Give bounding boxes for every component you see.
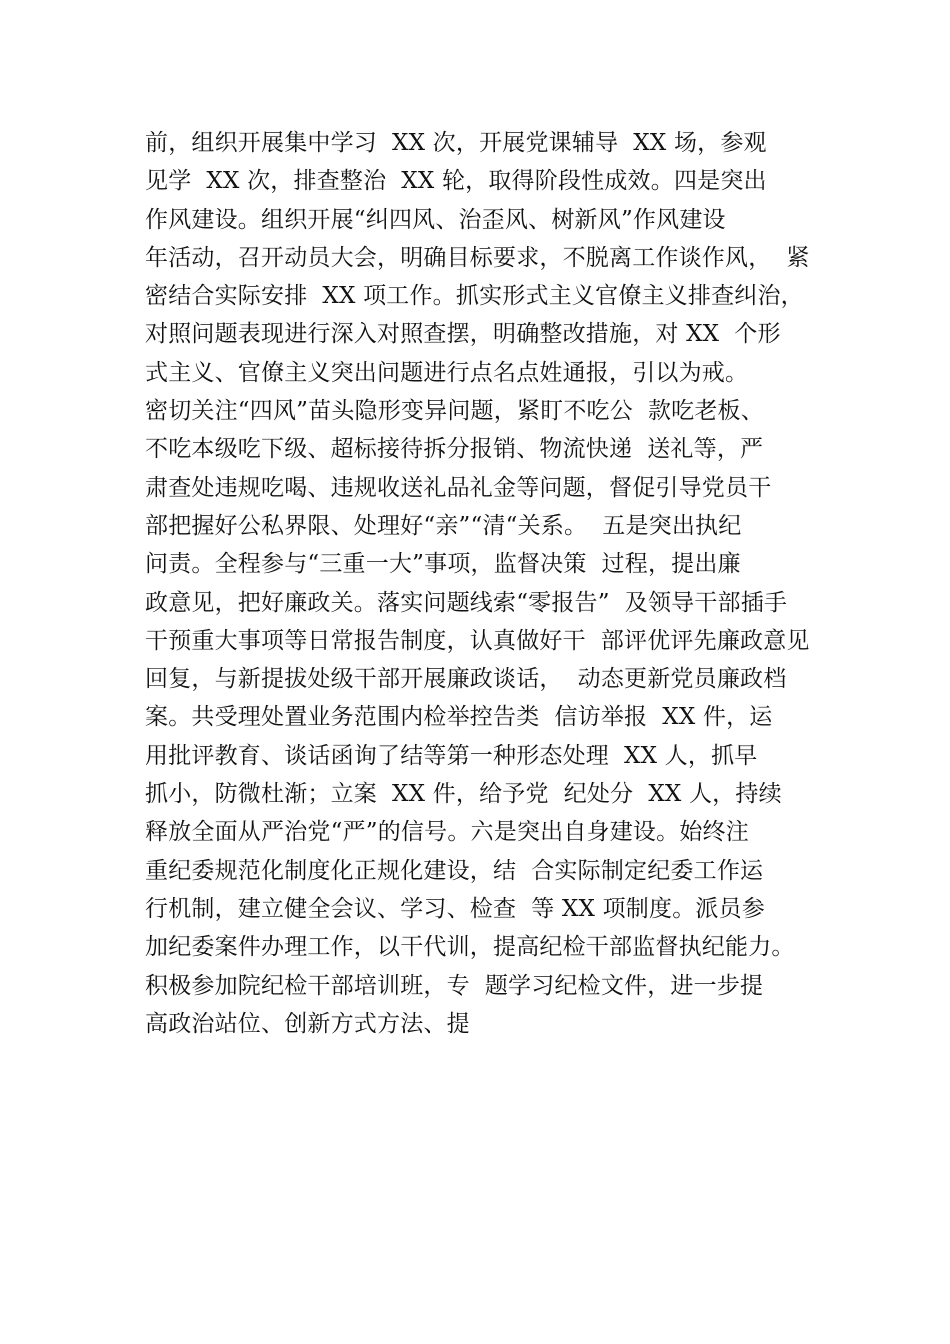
text-line: 用批评教育、谈话函询了结等第一种形态处理 XX 人，抓早 [145,742,758,769]
text-line: 式主义、官僚主义突出问题进行点名点姓通报，引以为戒。 [145,359,749,386]
text-line: 问责。全程参与“三重一大”事项，监督决策 过程，提出廉 [145,551,741,578]
text-line: 见学 XX 次，排查整治 XX 轮，取得阶段性成效。四是突出 [145,168,767,195]
text-line: 重纪委规范化制度化正规化建设，结 合实际制定纪委工作运 [145,857,764,884]
text-line: 加纪委案件办理工作，以干代训，提高纪检干部监督执纪能力。 [145,934,795,961]
text-line: 部把握好公私界限、处理好“亲”“清“关系。 五是突出执纪 [145,512,742,539]
text-line: 行机制，建立健全会议、学习、检查 等 XX 项制度。派员参 [145,895,765,922]
text-line: 回复，与新提拔处级干部开展廉政谈话， 动态更新党员廉政档 [145,666,787,693]
text-line: 高政治站位、创新方式方法、提 [145,1010,470,1037]
text-line: 密结合实际安排 XX 项工作。抓实形式主义官僚主义排查纠治， [145,283,804,310]
text-line: 释放全面从严治党“严”的信号。六是突出自身建设。始终注 [145,819,749,846]
text-line: 政意见，把好廉政关。落实问题线索“零报告” 及领导干部插手 [145,589,788,616]
text-line: 密切关注“四风”苗头隐形变异问题，紧盯不吃公 款吃老板、 [145,398,764,425]
text-line: 作风建设。组织开展“纠四风、治歪风、树新风”作风建设 [145,206,726,233]
text-line: 肃查处违规吃喝、违规收送礼品礼金等问题，督促引导党员干 [145,474,772,501]
text-line: 不吃本级吃下级、超标接待拆分报销、物流快递 送礼等，严 [145,436,764,463]
body-text [145,124,865,1043]
text-line: 案。共受理处置业务范围内检举控告类 信访举报 XX 件，运 [145,704,773,731]
text-line: 年活动，召开动员大会，明确目标要求，不脱离工作谈作风， 紧 [145,244,810,271]
text-line: 对照问题表现进行深入对照查摆，明确整改措施，对 XX 个形 [145,321,781,348]
text-line: 积极参加院纪检干部培训班，专 题学习纪检文件，进一步提 [145,972,764,999]
text-line: 干预重大事项等日常报告制度，认真做好干 部评优评先廉政意见 [145,627,810,654]
text-line: 抓小，防微杜渐；立案 XX 件，给予党 纪处分 XX 人，持续 [145,781,782,808]
text-line: 前，组织开展集中学习 XX 次，开展党课辅导 XX 场，参观 [145,130,767,156]
